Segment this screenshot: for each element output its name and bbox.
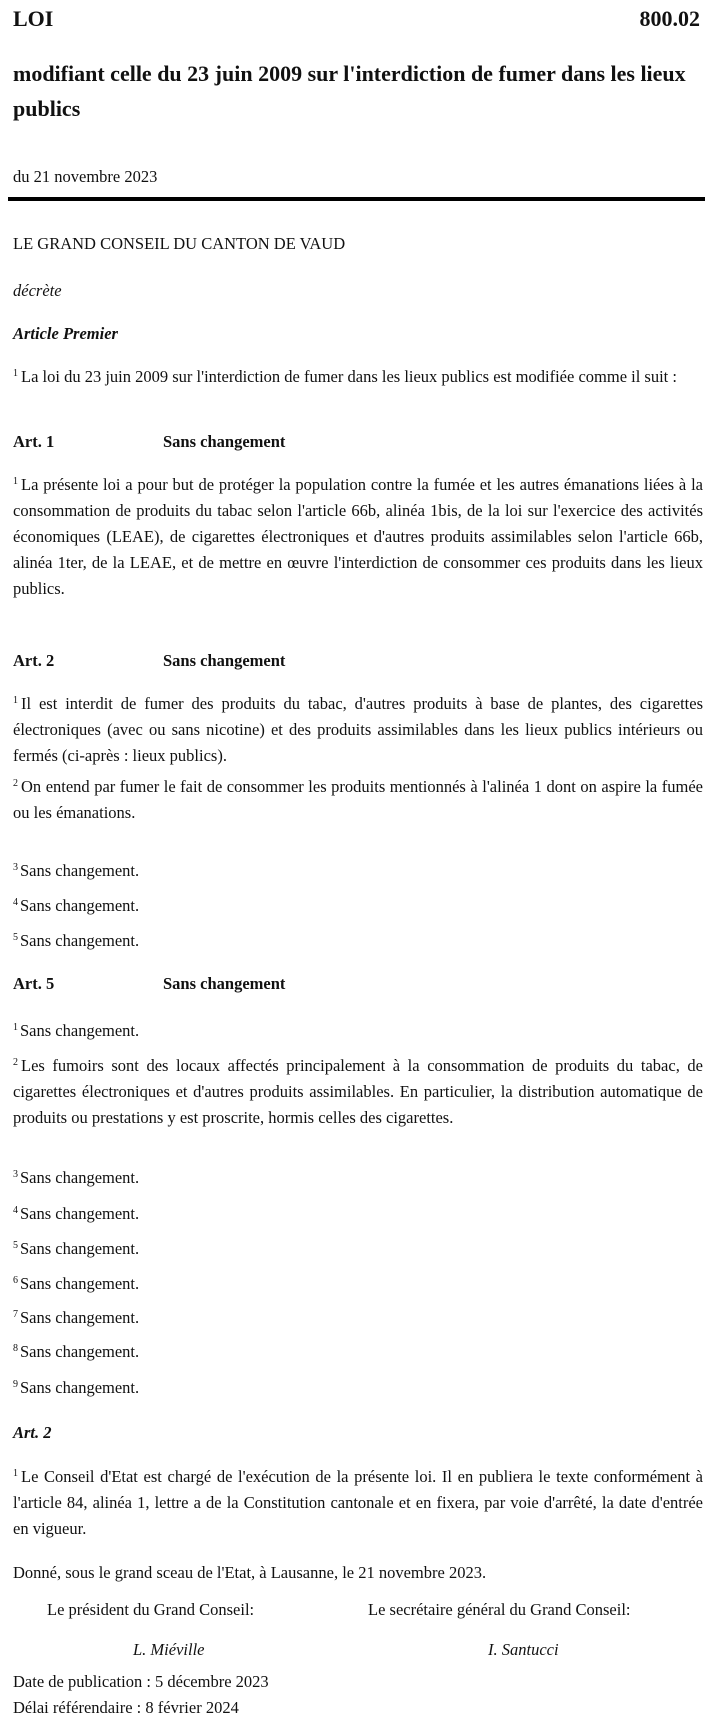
final-art2-paragraph-1 (13, 1464, 703, 1542)
paragraph-text: Sans changement. (20, 896, 140, 915)
art2-paragraph-5 (13, 931, 139, 951)
paragraph-number: 9 (13, 1379, 18, 1390)
paragraph-text: Sans changement. (20, 1378, 140, 1397)
article-premier-paragraph (13, 364, 703, 390)
paragraph-text: Sans changement. (20, 1274, 140, 1293)
paragraph-text: Les fumoirs sont des locaux affectés principalement à la consommation de produits du tabac, de cigarettes électroniques et d'autres produits assimilables. En particulier, la distribution automatique de produits ou prestations y est proscrite, hormis celles des cigarettes. (13, 1056, 703, 1127)
art5-paragraph-8 (13, 1342, 139, 1362)
art2-paragraph-4 (13, 896, 139, 916)
paragraph-number: 5 (13, 1240, 18, 1251)
paragraph-number: 1 (13, 695, 18, 706)
paragraph-text: Sans changement. (20, 1239, 140, 1258)
secretary-name: I. Santucci (488, 1640, 559, 1659)
paragraph-text: Sans changement. (20, 1021, 140, 1040)
paragraph-number: 3 (13, 1169, 18, 1180)
paragraph-text: Sans changement. (20, 861, 140, 880)
paragraph-text: Sans changement. (20, 1308, 140, 1327)
paragraph-number: 1 (13, 368, 18, 379)
paragraph-number: 7 (13, 1309, 18, 1320)
doc-type: LOI (13, 6, 54, 31)
art5-paragraph-9 (13, 1378, 139, 1398)
paragraph-text: Sans changement. (20, 1204, 140, 1223)
art5-paragraph-6 (13, 1274, 139, 1294)
art5-paragraph-5 (13, 1239, 139, 1259)
art2-heading (13, 651, 285, 671)
final-art2-heading: Art. 2 (13, 1423, 52, 1442)
art2-paragraph-1 (13, 691, 703, 769)
president-label: Le président du Grand Conseil: (47, 1600, 255, 1619)
paragraph-number: 2 (13, 778, 18, 789)
paragraph-number: 4 (13, 897, 18, 908)
doc-date: du 21 novembre 2023 (13, 167, 158, 186)
article-premier-heading: Article Premier (13, 324, 118, 343)
art2-paragraph-3 (13, 861, 139, 881)
paragraph-number: 3 (13, 862, 18, 873)
paragraph-number: 4 (13, 1205, 18, 1216)
president-name: L. Miéville (133, 1640, 205, 1659)
paragraph-number: 2 (13, 1057, 18, 1068)
decree: décrète (13, 281, 62, 300)
given-statement: Donné, sous le grand sceau de l'Etat, à Lausanne, le 21 novembre 2023. (13, 1563, 487, 1582)
paragraph-text: La présente loi a pour but de protéger la population contre la fumée et les autres émanations liées à la consommation de produits du tabac selon l'article 66b, alinéa 1bis, de la loi sur l'exercice des activités économiques (LEAE), de cigarettes électroniques et d'autres produits assimilables selon l'article 66b, alinéa 1ter, de la LEAE, et de mettre en œuvre l'interdiction de consommer ces produits dans les lieux publics. (13, 475, 703, 598)
article-title: Sans changement (163, 432, 286, 451)
publication-date: Date de publication : 5 décembre 2023 (13, 1672, 269, 1691)
paragraph-text: Il est interdit de fumer des produits du tabac, d'autres produits à base de plantes, des cigarettes électroniques (avec ou sans nicotine) et des produits assimilables dans les lieux publics intérieurs ou fermés (ci-après : lieux publics). (13, 694, 703, 765)
paragraph-text: On entend par fumer le fait de consommer les produits mentionnés à l'alinéa 1 dont on aspire la fumée ou les émanations. (13, 777, 703, 822)
art5-paragraph-2 (13, 1053, 703, 1131)
art5-paragraph-4 (13, 1204, 139, 1224)
art1-paragraph-1 (13, 472, 703, 602)
paragraph-text: Sans changement. (20, 1168, 140, 1187)
paragraph-number: 1 (13, 1468, 18, 1479)
article-number: Art. 5 (13, 974, 55, 993)
paragraph-number: 6 (13, 1275, 18, 1286)
secretary-label: Le secrétaire général du Grand Conseil: (368, 1600, 631, 1619)
paragraph-text: Sans changement. (20, 931, 140, 950)
article-number: Art. 1 (13, 432, 55, 451)
referendum-deadline: Délai référendaire : 8 février 2024 (13, 1698, 239, 1717)
art2-paragraph-2 (13, 774, 703, 826)
paragraph-number: 5 (13, 932, 18, 943)
article-number: Art. 2 (13, 651, 55, 670)
art5-paragraph-3 (13, 1168, 139, 1188)
paragraph-number: 1 (13, 476, 18, 487)
paragraph-number: 8 (13, 1343, 18, 1354)
doc-number: 800.02 (639, 6, 700, 31)
article-title: Sans changement (163, 974, 286, 993)
paragraph-text: Le Conseil d'Etat est chargé de l'exécution de la présente loi. Il en publiera le texte conformément à l'article 84, alinéa 1, lettre a de la Constitution cantonale et en fixera, par voie d'arrêté, la date d'entrée en vigueur. (13, 1467, 703, 1538)
art5-paragraph-7 (13, 1308, 139, 1328)
paragraph-number: 1 (13, 1022, 18, 1033)
art1-heading (13, 432, 285, 452)
article-title: Sans changement (163, 651, 286, 670)
art5-paragraph-1 (13, 1021, 139, 1041)
doc-title: modifiant celle du 23 juin 2009 sur l'interdiction de fumer dans les lieux publics (13, 61, 686, 121)
header-rule (8, 197, 705, 201)
paragraph-text: La loi du 23 juin 2009 sur l'interdiction de fumer dans les lieux publics est modifiée comme il suit : (21, 367, 677, 386)
paragraph-text: Sans changement. (20, 1342, 140, 1361)
issuer: LE GRAND CONSEIL DU CANTON DE VAUD (13, 234, 346, 253)
art5-heading (13, 974, 285, 994)
